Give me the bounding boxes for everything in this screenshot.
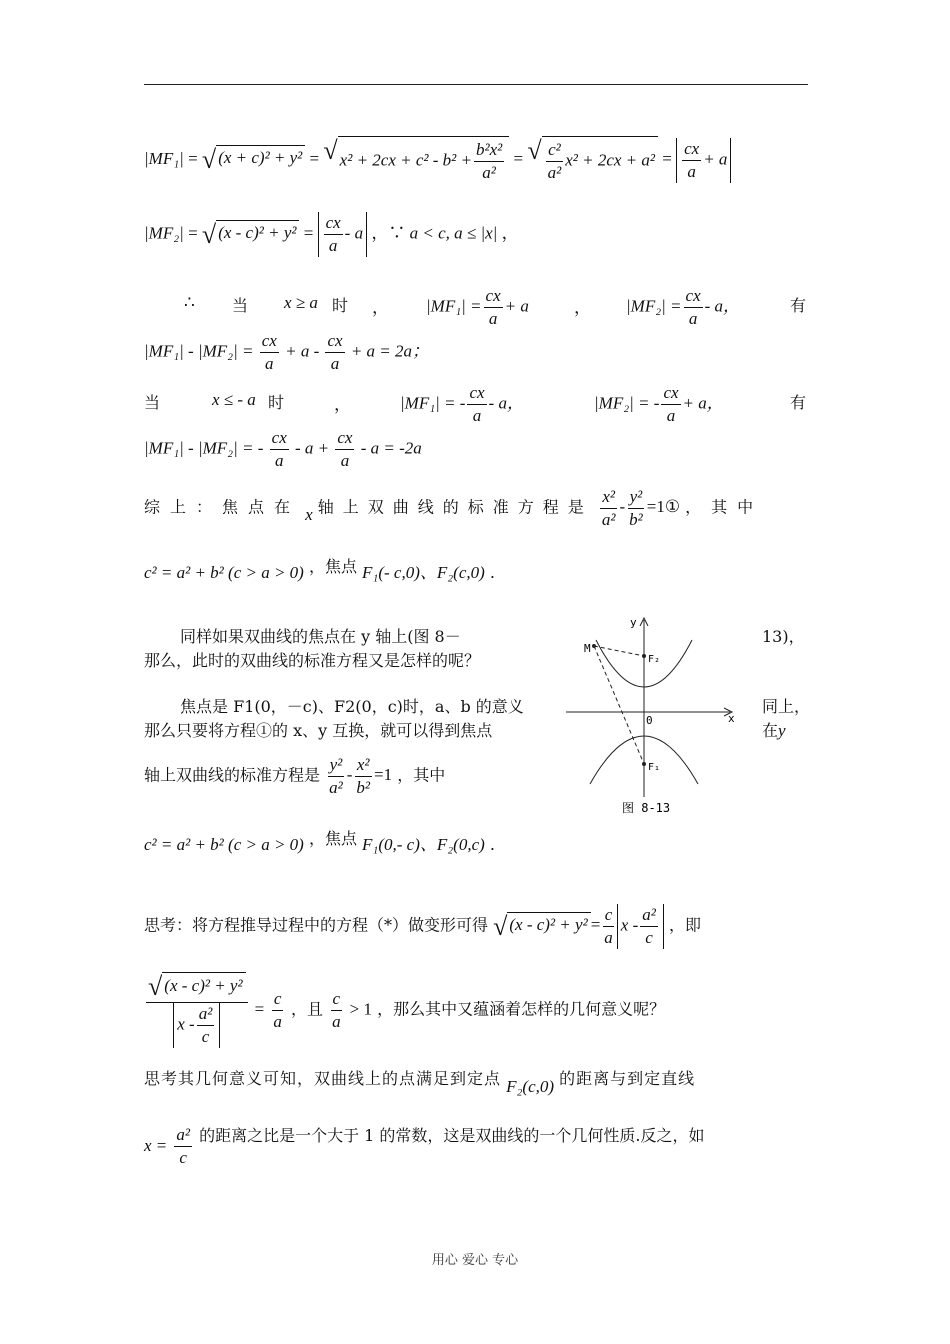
big-fraction: √ (x - c)² + y² x - $\frac{\text{a²}}{c}$ bbox=[146, 972, 248, 1048]
label-x: x bbox=[728, 712, 735, 725]
case1-line2: |MF₁| - |MF₂| = $\frac{cx}{a}$ + a - $\frac{cx}{a}$ + a = 2a； bbox=[144, 331, 430, 373]
yaxis-p2b: 同上， bbox=[762, 697, 811, 716]
header-rule bbox=[144, 84, 808, 85]
point-f1 bbox=[642, 762, 646, 766]
point-f2 bbox=[642, 654, 646, 658]
page-footer: 用心 爱心 专心 bbox=[431, 1253, 519, 1268]
mf1-lhs: |MF₁| bbox=[144, 148, 184, 168]
summary-line2: c² = a² + b² (c > a > 0) ，焦点 F₁(- c,0)、F₂(c,0) . bbox=[144, 557, 495, 582]
figure-caption: 图 8-13 bbox=[622, 801, 671, 815]
point-m bbox=[592, 644, 596, 648]
think-line4: x = $\frac{\text{a²}}{c}$ 的距离之比是一个大于 1 的常数，这是双曲线的一个几何性质.反之，如 bbox=[144, 1125, 705, 1167]
yaxis-p4: c² = a² + b² (c > a > 0) ，焦点 F₁(0,- c)、F₂(0,c) . bbox=[144, 829, 495, 854]
yaxis-p2d: 在y bbox=[762, 721, 786, 740]
label-y: y bbox=[630, 616, 637, 629]
case2-line2: |MF₁| - |MF₂| = - $\frac{cx}{a}$ - a + $\frac{cx}{a}$ - a = -2a bbox=[144, 428, 422, 470]
yaxis-p1b: 13)， bbox=[762, 627, 805, 646]
think-line1: 思考：将方程推导过程中的方程（*）做变形可得 √ (x - c)² + y² = $\frac{c}{a}$ x - $\frac{\text{a²}}{c}$ ，即 bbox=[144, 905, 701, 947]
yaxis-p2c: 那么只要将方程①的 x、y 互换，就可以得到焦点 bbox=[144, 721, 493, 740]
label-origin: 0 bbox=[646, 714, 653, 727]
equation-mf1: |MF₁| = √ (x + c)² + y² = √ x² + 2cx + c² - b² + $\frac{\text{b²x²}}{\text{a²}}$ = √ $\frac{\text{c²}}{\text{a²}}$ x² + 2cx + a² = $\frac{cx}{a}$ + a bbox=[144, 136, 731, 184]
equation-mf2: |MF₂| = √ (x - c)² + y² = $\frac{cx}{a}$ - a ，∵ a < c, a ≤ |x| ， bbox=[144, 213, 519, 255]
label-m: M bbox=[584, 642, 591, 655]
yaxis-p3: 轴上双曲线的标准方程是 $\frac{\text{y²}}{\text{a²}}$ - $\frac{\text{x²}}{\text{b²}}$ =1 ，其中 bbox=[144, 755, 446, 797]
summary-line1: 综上：焦点在 x 轴上双曲线的标准方程是 $\frac{\text{x²}}{\text{a²}}$ - $\frac{\text{y²}}{\text{b²}}$ =1① ，其中 bbox=[144, 487, 764, 529]
label-f1: F₁ bbox=[648, 762, 661, 773]
yaxis-p1c: 那么，此时的双曲线的标准方程又是怎样的呢？ bbox=[144, 651, 481, 670]
figure-hyperbola bbox=[562, 612, 752, 822]
label-f2: F₂ bbox=[648, 654, 661, 665]
sqrt-4: √ (x - c)² + y² bbox=[202, 220, 300, 250]
think-line3: 思考其几何意义可知，双曲线上的点满足到定点 F₂(c,0) 的距离与到定直线 bbox=[144, 1069, 696, 1096]
yaxis-p2a: 焦点是 F1(0，－c)、F2(0，c)时，a、b 的意义 bbox=[180, 697, 524, 716]
think-line2: √ (x - c)² + y² x - $\frac{\text{a²}}{c}$ = $\frac{c}{a}$ ，且 $\frac{c}{a}$ > 1 ，那么其中又蕴涵着怎样的几何意义呢？ bbox=[148, 972, 666, 1046]
sqrt-3: √ $\frac{\text{c²}}{\text{a²}}$ x² + 2cx + a² bbox=[527, 136, 658, 184]
sqrt-1: √ (x + c)² + y² bbox=[202, 145, 305, 175]
sqrt-2: √ x² + 2cx + c² - b² + $\frac{\text{b²x²}}{\text{a²}}$ bbox=[323, 136, 509, 184]
yaxis-p1a: 同样如果双曲线的焦点在 y 轴上(图 8－ bbox=[180, 627, 461, 646]
abs-value: $\frac{cx}{a}$ + a bbox=[676, 138, 731, 183]
